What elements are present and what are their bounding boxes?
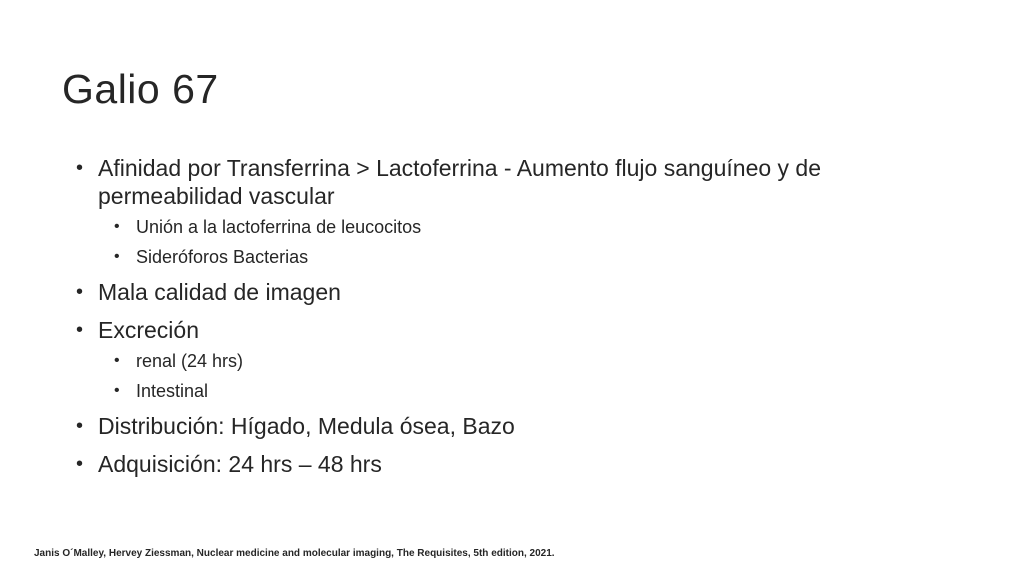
bullet-dot: • [76, 319, 84, 341]
sub-bullet-dot: • [114, 218, 120, 235]
bullet-item [76, 316, 956, 402]
bullet-text: Mala calidad de imagen [98, 279, 341, 305]
bullet-dot: • [76, 453, 84, 475]
sub-bullet-text: Sideróforos Bacterias [136, 247, 309, 267]
sub-bullet-list [98, 350, 956, 402]
sub-bullet-list [98, 216, 956, 268]
sub-bullet-dot: • [114, 352, 120, 369]
sub-bullet-item [98, 246, 956, 268]
sub-bullet-text: Intestinal [136, 381, 209, 401]
sub-bullet-dot: • [114, 382, 120, 399]
sub-bullet-item [98, 380, 956, 402]
sub-bullet-item [98, 216, 956, 238]
bullet-text: Adquisición: 24 hrs – 48 hrs [98, 451, 382, 477]
bullet-dot: • [76, 415, 84, 437]
sub-bullet-text: Unión a la lactoferrina de leucocitos [136, 217, 422, 237]
bullet-text: Afinidad por Transferrina > Lactoferrina - Aumento flujo sanguíneo y de permeabilidad vascular [98, 155, 822, 209]
bullet-item [76, 278, 956, 306]
bullet-text: Excreción [98, 317, 199, 343]
bullet-item [76, 154, 956, 268]
bullet-item [76, 450, 956, 478]
bullet-dot: • [76, 157, 84, 179]
sub-bullet-dot: • [114, 248, 120, 265]
bullet-item [76, 412, 956, 440]
sub-bullet-item [98, 350, 956, 372]
bullet-text: Distribución: Hígado, Medula ósea, Bazo [98, 413, 515, 439]
bullet-list [76, 154, 956, 488]
sub-bullet-text: renal (24 hrs) [136, 351, 244, 371]
citation-footer: Janis O´Malley, Hervey Ziessman, Nuclear medicine and molecular imaging, The Requisites, 5th edition, 2021. [34, 548, 555, 559]
slide-title: Galio 67 [62, 66, 219, 112]
bullet-dot: • [76, 281, 84, 303]
